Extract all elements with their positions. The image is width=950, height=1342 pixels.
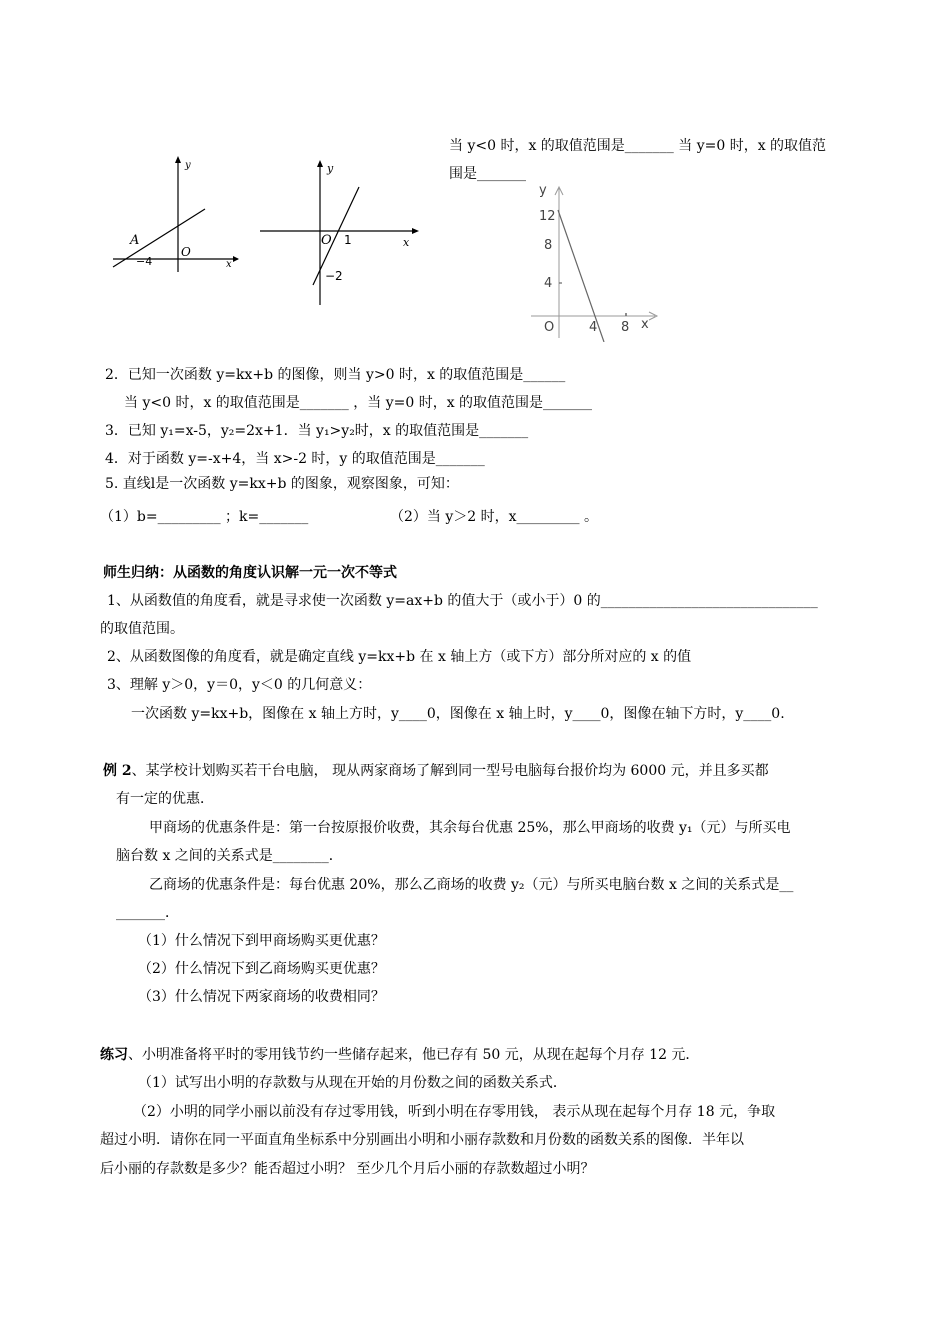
example-2-question-1: （1）什么情况下到甲商场购买更优惠？ [138,933,385,949]
graph-1 [108,152,243,277]
practice-line-4: 超过小明．请你在同一平面直角坐标系中分别画出小明和小丽存款数和月份数的函数关系的图像．半年以 [100,1132,744,1148]
summary-2: 2、从函数图像的角度看，就是确定直线 y=kx+b 在 x 轴上方（或下方）部分所对应的 x 的值 [107,649,692,665]
summary-3: 3、理解 y＞0，y＝0，y＜0 的几何意义： [107,677,372,693]
example-2-line-2: 有一定的优惠． [116,791,214,807]
question-5-part-2: （2）当 y＞2 时，x_________ 。 [390,509,598,525]
example-2-line-3: 甲商场的优惠条件是：第一台按原报价收费，其余每台优惠 25%，那么甲商场的收费 y₁（元）与所买电 [149,820,791,836]
top-line-2: 围是_______ [449,166,526,182]
example-2-label: 例 2 [103,763,132,779]
top-line-1: 当 y<0 时，x 的取值范围是_______ 当 y=0 时，x 的取值范 [449,138,827,154]
example-2-line-4: 脑台数 x 之间的关系式是________． [116,848,343,864]
graph-2-y-label: y [327,162,334,175]
practice-label: 练习 [100,1047,128,1063]
graph-3-y-label: y [539,183,547,198]
graph-3 [527,182,667,342]
example-2-question-2: （2）什么情况下到乙商场购买更优惠？ [138,961,385,977]
graph-3-ytick-4: 4 [544,276,553,291]
practice-text: 、小明准备将平时的零用钱节约一些储存起来，他已存有 50 元，从现在起每个月存 12 元． [128,1047,700,1063]
graph-1-origin: O [181,245,191,259]
graph-2-y-arrow [317,160,323,167]
graph-3-x-label: x [641,317,649,332]
example-2-line-5: 乙商场的优惠条件是：每台优惠 20%，那么乙商场的收费 y₂（元）与所买电脑台数 x 之间的关系式是__ [149,877,794,893]
graph-2-one: 1 [344,233,352,247]
graph-1-y-arrow [175,156,181,163]
graph-3-xtick-8: 8 [621,320,630,335]
question-4: 4．对于函数 y=-x+4，当 x>-2 时，y 的取值范围是_______ [105,451,485,467]
practice-line-3: （2）小明的同学小丽以前没有存过零用钱，听到小明在存零用钱， 表示从现在起每个月存 18 元，争取 [133,1104,776,1120]
summary-1b: 的取值范围。 [100,621,184,637]
practice-line-5: 后小丽的存款数是多少？能否超过小明？ 至少几个月后小丽的存款数超过小明？ [100,1161,595,1177]
graph-2-origin: O [321,233,332,248]
example-2-text: 、某学校计划购买若干台电脑， 现从两家商场了解到同一型号电脑每台报价均为 6000 元，并且多买都 [131,763,769,779]
graph-3-origin: O [544,320,555,335]
question-5-part-1: （1）b=_________ ；k=_______ [100,509,309,525]
question-2a: 2．已知一次函数 y=kx+b 的图像，则当 y>0 时，x 的取值范围是______ [105,367,566,383]
graph-2-x-arrow [412,228,419,234]
practice-line-1 [100,1045,699,1065]
question-5: 5. 直线l是一次函数 y=kx+b 的图象，观察图象，可知： [105,476,459,492]
graph-2-x-label: x [403,236,410,249]
summary-title: 师生归纳：从函数的角度认识解一元一次不等式 [103,565,397,581]
graph-1-y-label: y [185,160,191,171]
summary-3b: 一次函数 y=kx+b，图像在 x 轴上方时，y____0，图像在 x 轴上时，y____0，图像在轴下方时，y____0. [131,706,785,722]
practice-line-2: （1）试写出小明的存款数与从现在开始的月份数之间的函数关系式． [138,1075,567,1091]
graph-3-ytick-12: 12 [539,209,556,224]
graph-1-tick: −4 [136,255,153,268]
graph-3-ytick-8: 8 [544,238,553,253]
example-2-line-6: _______． [116,905,179,921]
graph-1-x-label: x [226,259,232,270]
example-2-question-3: （3）什么情况下两家商场的收费相同？ [138,989,385,1005]
graph-2-tick: −2 [325,269,343,283]
graph-1-point-a: A [130,233,140,248]
graph-1-x-arrow [233,256,239,262]
graph-1-line [113,209,205,267]
graph-3-xtick-4: 4 [589,320,598,335]
question-3: 3．已知 y₁=x-5，y₂=2x+1．当 y₁>y₂时，x 的取值范围是_______ [105,423,529,439]
summary-1a: 1、从函数值的角度看，就是寻求使一次函数 y=ax+b 的值大于（或小于）0 的_______________________________ [107,593,818,609]
graph-2 [255,155,425,310]
question-2b: 当 y<0 时，x 的取值范围是_______ ，当 y=0 时，x 的取值范围是_______ [124,395,593,411]
example-2-line-1 [103,761,769,781]
